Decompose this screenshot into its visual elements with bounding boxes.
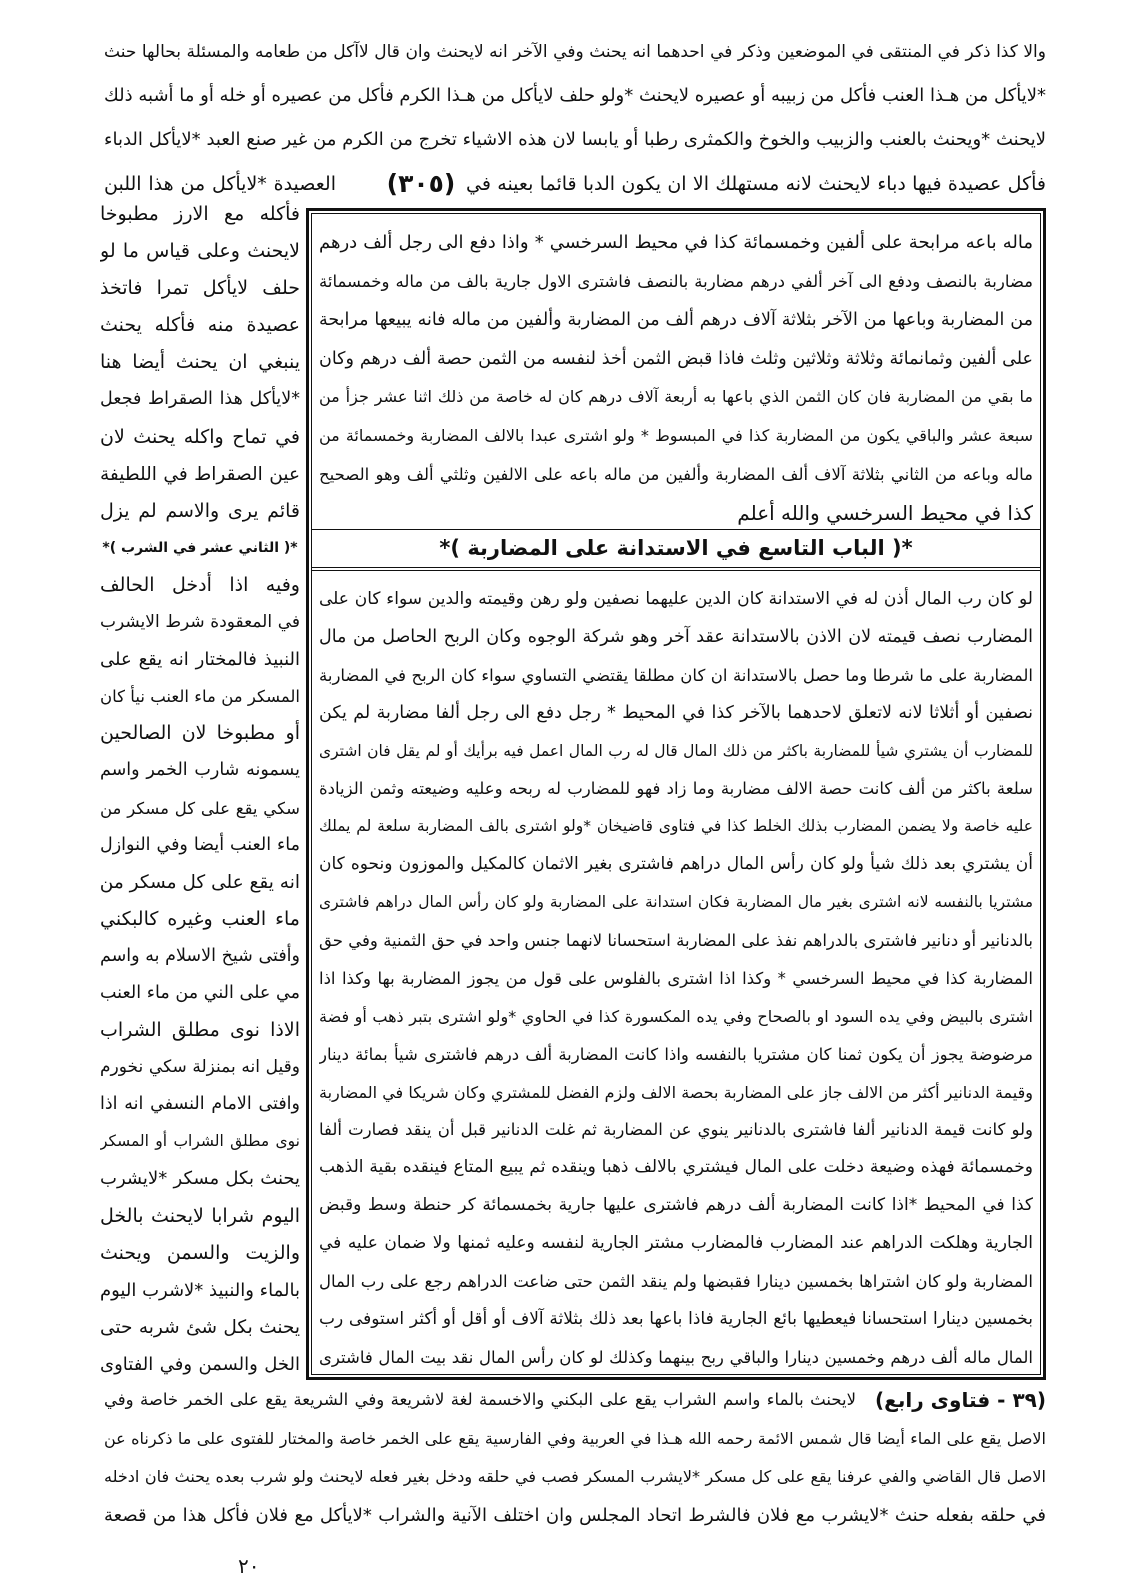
box-upper-line: كذا في محيط السرخسي والله أعلم	[737, 501, 1033, 526]
box-lower-line: ولو كانت قيمة الدنانير ألفا فاشترى بالدنانير ينوي عن المضاربة ثم غلت الدنانير قبل أن ينقد فصارت ألفا	[319, 1120, 1033, 1140]
margin-line: النبيذ فالمختار انه يقع على	[100, 649, 300, 671]
margin-line: عصيدة منه فأكله يحنث	[100, 314, 300, 337]
margin-line: في المعقودة شرط الايشرب	[100, 612, 300, 633]
box-lower-line: المضارب نصف قيمته لان الاذن بالاستدانة عقد آخر وهو شركة الوجوه وكان الربح الحاصل من مال	[319, 626, 1033, 647]
footer-line: لايحنث بالماء واسم الشراب يقع على البكني والاخسمة لغة لاشريعة وفي الشريعة يقع على الخمر خاصة وفي	[104, 1390, 856, 1409]
header-line: لايحنث *ويحنث بالعنب والزبيب والخوخ والكمثرى رطبا أو يابسا لان هذه الاشياء تخرج من الكرم من غير صنع العبد *لايأكل الدباء	[104, 129, 1046, 150]
header-line-left-part: العصيدة *لايأكل من هذا اللبن	[104, 173, 336, 195]
box-upper-line: ماله وباعه من الثاني بثلاثة آلاف ألف المضاربة وألفين من ماله باعه على الالفين وثلثي ألف وهو الصحيح	[319, 464, 1033, 484]
margin-line: وقيل انه بمنزلة سكي نخورم	[100, 1057, 300, 1078]
margin-line: يحنث بكل مسكر *لايشرب	[100, 1168, 300, 1190]
footer-line-with-signature	[104, 1381, 1046, 1420]
box-upper-section	[319, 224, 1033, 533]
margin-line: عين الصقراط في اللطيفة	[100, 463, 300, 485]
margin-line: ماء العنب أيضا وفي النوازل	[100, 834, 300, 855]
footer-line: الاصل يقع على الماء أيضا قال شمس الائمة رحمه الله هـذا في العربية وفي الفارسية يقع على الخمر خاصة والمختار للفتوى على ما ذكرناه عن	[104, 1428, 1046, 1448]
margin-line: مي على الني من ماء العنب	[100, 982, 300, 1003]
margin-line: فأكله مع الارز مطبوخا	[100, 203, 300, 225]
page-header	[104, 30, 1046, 206]
chapter-heading-band	[312, 529, 1040, 571]
box-lower-line: وقيمة الدنانير أكثر من الالف جاز على المضاربة بحصة الالف ولزم الفضل للمشتري وكان شريكا في المضاربة	[319, 1082, 1033, 1102]
box-lower-line: المضاربة على ما شرطا وما حصل بالاستدانة ان كان مطلقا يقتضي التساوي سواء كان الربح في المضاربة	[319, 665, 1033, 685]
box-lower-line: وخمسمائة فهذه وضيعة دخلت على المال فيشتري بالالف ذهبا وينقده ثم يبيع المتاع فينقده بقية الذهب	[319, 1157, 1033, 1178]
footer-line: في حلقه بفعله حنث *لايشرب مع فلان فالشرط اتحاد المجلس وان اختلف الآنية والشراب *لايأكل مع فلان فأكل هذا من قصعة	[104, 1504, 1046, 1526]
box-lower-line: لو كان رب المال أذن له في الاستدانة كان الدين عليهما نصفين ولو رهن وقيمته والدين سواء كان على	[319, 589, 1033, 609]
margin-line: لايحنث وعلى قياس ما لو	[100, 240, 300, 263]
box-lower-line: كذا في المحيط *اذا كانت المضاربة ألف درهم فاشترى عليها جارية بخمسمائة كر حنطة وسط وقبض	[319, 1195, 1033, 1216]
box-upper-line: على ألفين وثمانمائة وثلاثة وثلاثين وثلث فاذا قبض الثمن أخذ لنفسه من الثمن حصة ألف درهم وكان	[319, 348, 1033, 369]
box-lower-line: الجارية وهلكت الدراهم عند المضارب فالمضارب مشتر الجارية لنفسه وعليه ثمنها ولا ضمان عليه في	[319, 1233, 1033, 1254]
margin-line: وفيه اذا أدخل الحالف	[100, 573, 300, 596]
box-lower-line: أن يشتري بعد ذلك شيأ ولو كان رأس المال دراهم فاشترى بغير الاثمان كالمكيل والموزون ونحوه كان	[319, 854, 1033, 875]
margin-line: وأفتى شيخ الاسلام به واسم	[100, 945, 300, 966]
margin-line: يسمونه شارب الخمر واسم	[100, 760, 300, 781]
page-footer	[104, 1381, 1046, 1535]
box-lower-line: نصفين أو أثلاثا لانه لاتعلق لاحدهما بالآخر كذا في المحيط * رجل دفع الى رجل ألفا مضاربة لم يكن	[319, 702, 1033, 723]
margin-column	[100, 196, 300, 1383]
margin-line: قائم يرى والاسم لم يزل	[100, 499, 300, 522]
margin-line: اليوم شرابا لايحنث بالخل	[100, 1204, 300, 1227]
margin-line: أو مطبوخا لان الصالحين	[100, 722, 300, 745]
volume-signature: (٣٩ - فتاوى رابع)	[875, 1388, 1046, 1412]
box-lower-line: للمضارب أن يشتري شيأ للمضاربة باكثر من ذلك المال قال له رب المال اعمل فيه برأيك أو لم يقل فان اشترى	[319, 741, 1033, 760]
margin-line: ينبغي ان يحنث أيضا هنا	[100, 351, 300, 374]
margin-line: سكي يقع على كل مسكر من	[100, 798, 300, 818]
box-lower-line: المضاربة ولو كان اشتراها بخمسين دينارا فقبضها ولم ينقد الثمن حتى ضاعت الدراهم رجع على رب المال	[319, 1272, 1033, 1292]
box-lower-line: بخمسين دينارا استحسانا فيعطيها بائع الجارية فاذا باعها بعد ذلك بثلاثة آلاف أو أقل أو أكثر استوفى رب	[319, 1308, 1033, 1329]
margin-line: المسكر من ماء العنب نيأ كان	[100, 687, 300, 707]
main-text-box	[306, 208, 1046, 1380]
box-lower-line: سلعة باكثر من ألف كانت حصة الالف مضاربة وما زاد فهو للمضارب له ربحه وعليه وضيعته وثمن الزيادة	[319, 779, 1033, 799]
page-number: (٣٠٥)	[386, 169, 456, 198]
margin-line: والزيت والسمن ويحنث	[100, 1241, 300, 1264]
box-lower-line: عليه خاصة ولا يضمن المضارب بذلك الخلط كذا في فتاوى قاضيخان *ولو اشترى بالف المضاربة سلعة لم يملك	[319, 817, 1033, 836]
margin-line: وافتى الامام النسفي انه اذا	[100, 1094, 300, 1115]
box-lower-line: المال ماله ألف درهم وخمسين دينارا والباقي ربح بينهما وكذلك لو كان رأس المال نقد بيت المال فاشترى	[319, 1347, 1033, 1367]
box-lower-line: مرضوضة يجوز أن يكون ثمنا كان مشتريا بالنفسه واذا كانت المضاربة ألف درهم فاشترى شيأ بمائة دينار	[319, 1044, 1033, 1064]
margin-line: بالماء والنبيذ *لاشرب اليوم	[100, 1279, 300, 1301]
box-lower-line: بالدنانير أو دنانير فاشترى بالدراهم نفذ على المضاربة استحسانا لانهما جنس واحد في حق الثمنية وفي حق	[319, 931, 1033, 951]
footer-line: الاصل قال القاضي والفي عرفنا يقع على كل مسكر *لايشرب المسكر فصب في حلقه ودخل بغير فعله لايحنث ولو شرب بعده يحنث فان ادخله	[104, 1467, 1046, 1486]
margin-line: حلف لايأكل تمرا فاتخذ	[100, 277, 300, 300]
margin-line: الاذا نوى مطلق الشراب	[100, 1019, 300, 1042]
box-lower-line: مشتريا بالنفسه لانه اشترى بغير مال المضاربة فكان استدانة على المضاربة ولو كان رأس المال دراهم فاشترى	[319, 893, 1033, 912]
margin-section-heading: *( الثاني عشر في الشرب )*	[102, 539, 298, 556]
box-upper-line: من المضاربة وباعها من الآخر بثلاثة آلاف درهم ألف من المضاربة وألفين من ماله فانه يبيعها مرابحة	[319, 310, 1033, 331]
header-line: *لايأكل من هـذا العنب فأكل من زبيبه أو عصيره لايحنث *ولو حلف لايأكل من هـذا الكرم فأكل من عصيره أو خله أو ما أشبه ذلك	[104, 85, 1046, 106]
header-line: والا كذا ذكر في المنتقى في الموضعين وذكر في احدهما انه يحنث وفي الآخر انه لايحنث وان قال لاآكل من طعامه والمسئلة بحالها حنث	[104, 42, 1046, 62]
margin-line: نوى مطلق الشراب أو المسكر	[100, 1132, 300, 1151]
margin-line: انه يقع على كل مسكر من	[100, 871, 300, 893]
box-lower-line: المضاربة كذا في محيط السرخسي * وكذا اذا اشترى بالفلوس على قول من يجوز المضاربة بها وكذا اذا	[319, 968, 1033, 988]
box-upper-line: ماله باعه مرابحة على ألفين وخمسمائة كذا في محيط السرخسي * واذا دفع الى رجل ألف درهم	[319, 232, 1033, 253]
header-line-right-part: فأكل عصيدة فيها دباء لايحنث لانه مستهلك الا ان يكون الدبا قائما بعينه في	[466, 173, 1046, 195]
box-upper-line: سبعة عشر والباقي يكون من المضاربة كذا في المبسوط * ولو اشترى عبدا بالالف المضاربة وخمسمائة من	[319, 425, 1033, 445]
margin-line: يحنث بكل شئ شربه حتى	[100, 1316, 300, 1338]
box-upper-line: ما بقي من المضاربة فان كان الثمن الذي باعها به أربعة آلاف درهم كان له خاصة من ذلك اثنا عشر جزأ من	[319, 387, 1033, 407]
page-marker: ٢٠	[238, 1554, 260, 1578]
chapter-heading: *( الباب التاسع في الاستدانة على المضاربة )*	[439, 536, 913, 560]
margin-line: *لايأكل هذا الصقراط فجعل	[100, 389, 300, 410]
margin-line: الخل والسمن وفي الفتاوى	[100, 1353, 300, 1375]
box-upper-line: مضاربة بالنصف ودفع الى آخر ألفي درهم مضاربة بالنصف فاشترى الاول جارية بالف من ماله وخمسمائة	[319, 271, 1033, 291]
margin-line: ماء العنب وغيره كالبكني	[100, 907, 300, 930]
margin-line: في تماح واكله يحنث لان	[100, 425, 300, 448]
box-lower-line: اشترى بالبيض وفي يده السود او بالصحاح وفي يده المكسورة كذا في الحاوي *ولو اشترى بتبر ذهب أو فضة	[319, 1006, 1033, 1026]
box-lower-section	[319, 581, 1033, 1377]
